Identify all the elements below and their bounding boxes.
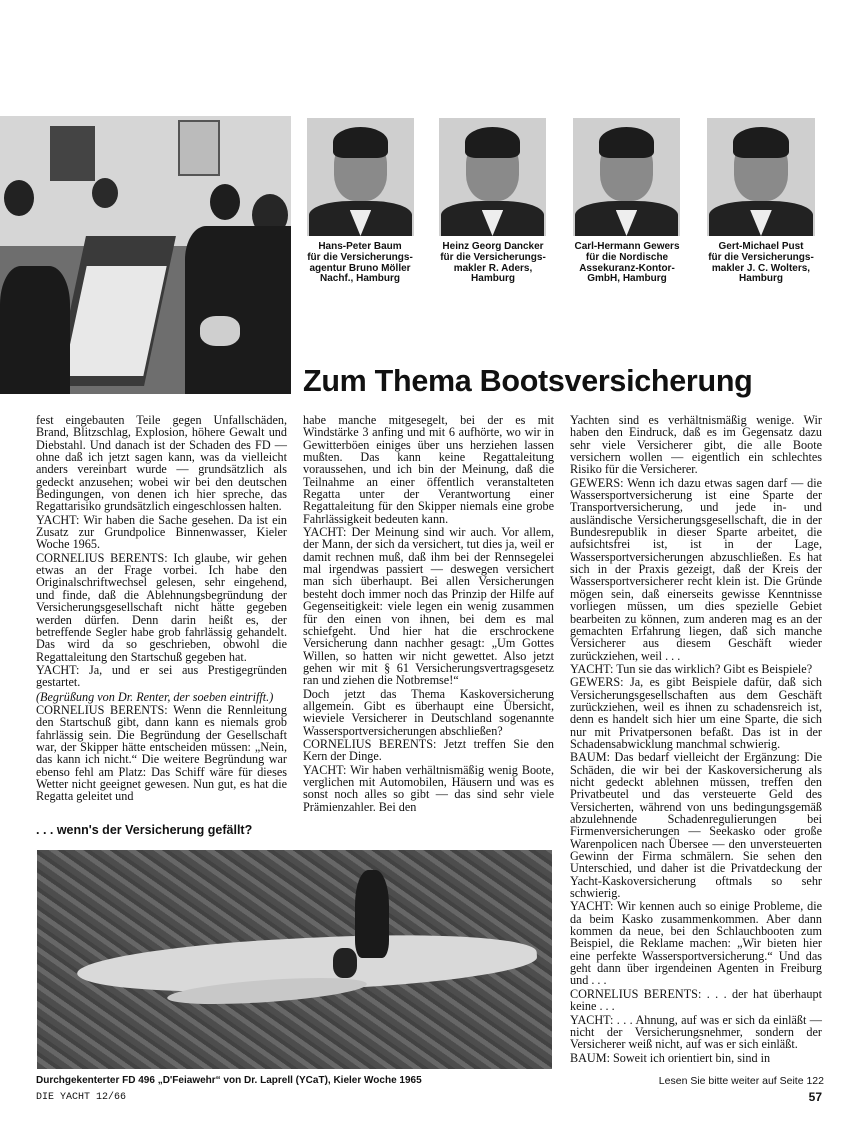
- continued-note: Lesen Sie bitte weiter auf Seite 122: [658, 1075, 824, 1087]
- portrait-photo: [707, 118, 815, 236]
- photo-caption: Durchgekenterter FD 496 „D'Feiawehr“ von Dr. Laprell (YCaT), Kieler Woche 1965: [36, 1075, 422, 1086]
- portrait-photo: [307, 118, 414, 236]
- paragraph: GEWERS: Ja, es gibt Beispiele dafür, daß sich Versicherungsgesellschaften aus dem Geschäft zurückziehen, weil es ihnen zu schadensreich ist, denn es handelt sich hier um eine Sparte, die sich nur mit Privatpersonen befaßt. Das ist in der Schadensabwicklung manchmal schwierig.: [570, 675, 822, 751]
- magazine-issue: DIE YACHT 12/66: [36, 1092, 127, 1103]
- paragraph: YACHT: Ja, und er sei aus Prestigegründen gestartet.: [36, 662, 287, 690]
- paragraph: BAUM: Soweit ich orientiert bin, sind in: [570, 1050, 771, 1065]
- paragraph: YACHT: Der Meinung sind wir auch. Vor allem, der Mann, der sich da versichert, tut dies ja, weil er damit rechnen muß, daß ihm bei der Rennsegelei mal irgendwas passiert — deswegen versichert man sich überhaupt. Bei allen Versicherungen besteht doch immer noch das Prinzip der Hilfe auf Gegenseitigkeit: viele legen ein wenig zusammen für den einen von ihnen, bei dem es mal schiefgeht. Und hier hat die erschrockene Versicherung dann nachher gesagt: „Um Gottes Willen, so hatten wir nicht gewettet. Also jetzt gehen wir mit § 61 Versicherungsvertragsgesetz ran und ziehen die Notbremse!“: [303, 525, 554, 688]
- portrait-caption: Hans-Peter Baum für die Versicherungs- agentur Bruno Möller Nachf., Hamburg: [307, 241, 413, 285]
- text-column-1: [36, 414, 287, 803]
- article-title: Zum Thema Bootsversicherung: [303, 364, 753, 398]
- text-column-3: [570, 414, 822, 1064]
- paragraph: CORNELIUS BERENTS: Wenn die Rennleitung den Startschuß gibt, dann kann es niemals grob fahrlässig sein. Die Begründung der Gesellschaft war, der Skipper hätte entscheiden müssen: „Nein, das kann ich nicht.“ Die weitere Begründung war ebenso fehl am Platz: Das Schiff wäre für dieses Wetter nicht geeignet gewesen. Nun gut, es hat die Regatta geleitet und: [36, 702, 287, 804]
- paragraph: habe manche mitgesegelt, bei der es mit Windstärke 3 anfing und mit 6 aufhörte, wo wir in Gewitterböen einiges über uns herziehen lassen mußten. Das kann keine Regattaleitung voraussehen, und ich bin der Meinung, daß die Teilnahme an einer öffentlich veranstalteten Regatta unter der Verantwortung einer Regattaleitung für den Skipper niemals eine grobe Fahrlässigkeit bedeuten kann.: [303, 413, 554, 526]
- paragraph: fest eingebauten Teile gegen Unfallschäden, Brand, Blitzschlag, Explosion, höhere Gewalt und Diebstahl. Und danach ist der Schaden des FD — ohne daß ich jetzt sagen kann, was da vielleicht anders vereinbart wurde — grundsätzlich als gedeckt anzusehen; wobei wir bei den deutschen Bedingungen, von denen ich hier spreche, das Regattarisiko grundsätzlich eingeschlossen halten.: [36, 413, 287, 514]
- paragraph: YACHT: Tun sie das wirklich? Gibt es Beispiele?: [570, 661, 813, 676]
- capsized-boat-photo: [37, 850, 552, 1069]
- text-column-2: [303, 414, 554, 813]
- paragraph: YACHT: Wir haben die Sache gesehen. Da ist ein Zusatz zur Grundpolice Binnenwasser, Kieler Woche 1965.: [36, 512, 287, 552]
- paragraph: GEWERS: Wenn ich dazu etwas sagen darf — die Wassersportversicherung ist eine Sparte der Transportversicherung, und jede in- und ausländische Versicherungsgesellschaft, die in der Bundesrepublik in dieser Sparte arbeitet, die aufsichtsfrei ist, ist in der Lage, Wassersportversicherungen abzuschließen. Es hat sich in der Praxis gezeigt, daß der Kreis der Wassersportversicherer recht klein ist. Die Gründe mögen sein, daß einerseits gewisse Kenntnisse vorliegen müssen, um dies spezielle Gebiet bearbeiten zu können, zum anderen mag es an der gemachten Erfahrung liegen, daß sich manche Versicherer aus diesem Geschäft wieder zurückziehen, weil . . .: [570, 475, 822, 663]
- paragraph: CORNELIUS BERENTS: . . . der hat überhaupt keine . . .: [570, 986, 822, 1014]
- paragraph: CORNELIUS BERENTS: Ich glaube, wir gehen etwas an der Frage vorbei. Ich habe den Originalschriftwechsel gelesen, sehr eingehend, und finde, daß die Ablehnungsbegründung der Versicherungsgesellschaft nicht hätte gegeben werden dürfen. Denn darin heißt es, der betreffende Segler habe grob fahrlässig gehandelt. Das wird da so geschrieben, obwohl die Regattaleitung den Startschuß gegeben hat.: [36, 550, 287, 664]
- page-number: 57: [808, 1090, 822, 1104]
- paragraph: Doch jetzt das Thema Kaskoversicherung allgemein. Gibt es überhaupt eine Übersicht, wieviele Versicherer in Deutschland sogenannte Wassersportversicherungen abschließen?: [303, 686, 554, 738]
- paragraph: CORNELIUS BERENTS: Jetzt treffen Sie den Kern der Dinge.: [303, 736, 554, 764]
- paragraph: YACHT: Wir kennen auch so einige Probleme, die da beim Kasko zusammenkommen. Aber dann kommen da neue, bei den Schlauchbooten zum Beispiel, die Reklame machen: „Wir bieten hier eine perfekte Wassersportversicherung.“ Und das geht dann über irgendeinen Agenten in Freiburg und . . .: [570, 899, 822, 988]
- portrait-photo: [573, 118, 680, 236]
- meeting-photo: [0, 116, 291, 394]
- paragraph: YACHT: . . . Ahnung, auf was er sich da einläßt — nicht der Versicherungsnehmer, sondern der Versicherer weiß nicht, auf was er sich einläßt.: [570, 1012, 822, 1052]
- portrait-photo: [439, 118, 546, 236]
- paragraph: (Begrüßung von Dr. Renter, der soeben eintrifft.): [36, 689, 274, 704]
- portrait-caption: Heinz Georg Dancker für die Versicherungs- makler R. Aders, Hamburg: [440, 241, 546, 285]
- photo-subheading: . . . wenn's der Versicherung gefällt?: [36, 823, 253, 837]
- paragraph: BAUM: Das bedarf vielleicht der Ergänzung: Die Schäden, die wir bei der Kaskoversicherung als nicht gedeckt ablehnen müssen, treffen den Privatbeutel und das versteuerte Geld des Versicherten, während von uns bedingungsgemäß abzulehnende Schadenregulierungen bei Firmenversicherungen — Seekasko oder große Warenpolicen nach Übersee — den unversteuerten Gewinn der Firma schmälern. Sie sehen den Unterschied, und daher ist die Privatdeckung der Yacht-Kaskoversicherung oftmals so sehr schwierig.: [570, 750, 822, 901]
- paragraph: Yachten sind es verhältnismäßig wenige. Wir haben den Eindruck, daß es im Gegensatz dazu sehr viele Versicherer gibt, die alle Boote versichern wollen — eigentlich ein schlechtes Risiko für die Versicherer.: [570, 413, 822, 477]
- portrait-caption: Gert-Michael Pust für die Versicherungs- makler J. C. Wolters, Hamburg: [708, 241, 814, 285]
- paragraph: YACHT: Wir haben verhältnismäßig wenig Boote, verglichen mit Automobilen, Häusern und was es sonst noch alles so gibt — das sind sehr viele Prämienzahler. Bei den: [303, 762, 554, 814]
- portrait-caption: Carl-Hermann Gewers für die Nordische Assekuranz-Kontor- GmbH, Hamburg: [574, 241, 680, 285]
